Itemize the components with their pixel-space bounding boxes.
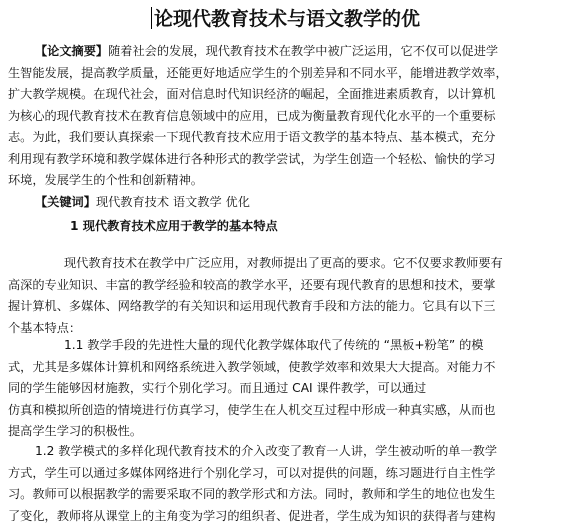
document-title (0, 6, 571, 32)
intro-line: 个基本特点： (8, 320, 82, 335)
point-line: 习。教师可以根据教学的需要采取不同的教学形式和方法。同时，教师和学生的地位也发生 (8, 487, 496, 501)
point-1-1-paragraph (8, 335, 564, 443)
keywords-text: 现代教育技术 语文教学 优化 (95, 195, 250, 209)
abstract-line: 生智能发展，提高教学质量，还能更好地适应学生的个别差异和不同水平，能增进教学效率， (8, 65, 508, 80)
abstract-label: 【论文摘要】 (35, 44, 109, 58)
point-line: 1.2 教学模式的多样化现代教育技术的介入改变了教育一人讲，学生被动听的单一教学 (35, 444, 498, 458)
intro-line: 现代教育技术在教学中广泛应用，对教师提出了更高的要求。它不仅要求教师要有 (64, 256, 503, 270)
abstract-paragraph (8, 41, 564, 192)
section-intro-paragraph (8, 253, 564, 339)
keywords-label: 【关键词】 (35, 195, 96, 209)
document-title-text: 论现代教育技术与语文教学的优 (153, 8, 420, 30)
abstract-line: 环境，发展学生的个性和创新精神。 (8, 173, 203, 187)
intro-line: 握计算机、多媒体、网络教学的有关知识和运用现代教育手段和方法的能力。它具有以下三 (8, 299, 496, 313)
abstract-line: 利用现有教学环境和教学媒体进行各种形式的教学尝试，为学生创造一个轻松、愉快的学习 (8, 151, 496, 166)
section-heading: 1 现代教育技术应用于教学的基本特点 (70, 219, 278, 233)
text-cursor (151, 7, 152, 29)
intro-line: 高深的专业知识、丰富的教学经验和较高的教学水平，还要有现代教育的思想和技术，要掌 (8, 277, 496, 292)
point-line: 仿真和模拟所创造的情境进行仿真学习，使学生在人机交互过程中形成一种真实感，从而也 (8, 402, 496, 417)
abstract-line: 志。为此，我们要认真探索一下现代教育技术应用于语文教学的基本特点、基本模式，充分 (8, 130, 496, 144)
point-line: 同的学生能够因材施教，实行个别化学习。而且通过 CAI 课件教学，可以通过 (8, 381, 427, 395)
point-line: 式，尤其是多媒体计算机和网络系统进入教学领域，使教学效率和效果大大提高。对能力不 (8, 359, 496, 374)
point-line: 提高学生学习的积极性。 (8, 424, 143, 438)
point-line: 方式，学生可以通过多媒体网络进行个别化学习，可以对提供的问题，练习题进行自主性学 (8, 465, 496, 480)
abstract-line: 扩大教学规模。在现代社会，面对信息时代知识经济的崛起，全面推进素质教育，以计算机 (8, 87, 496, 101)
keywords-line (8, 192, 564, 214)
abstract-line: 为核心的现代教育技术在教育信息领域中的应用，已成为衡量教育现代化水平的一个重要标 (8, 108, 496, 123)
point-line: 1.1 教学手段的先进性大量的现代化教学媒体取代了传统的 “黑板+粉笔” 的模 (64, 338, 484, 352)
point-line: 了变化，教师将从课堂上的主角变为学习的组织者、促进者，学生成为知识的获得者与建构 (8, 508, 496, 523)
abstract-line: 【论文摘要】随着社会的发展，现代教育技术在教学中被广泛运用，它不仅可以促进学 (35, 44, 499, 58)
point-1-2-paragraph (8, 441, 564, 527)
